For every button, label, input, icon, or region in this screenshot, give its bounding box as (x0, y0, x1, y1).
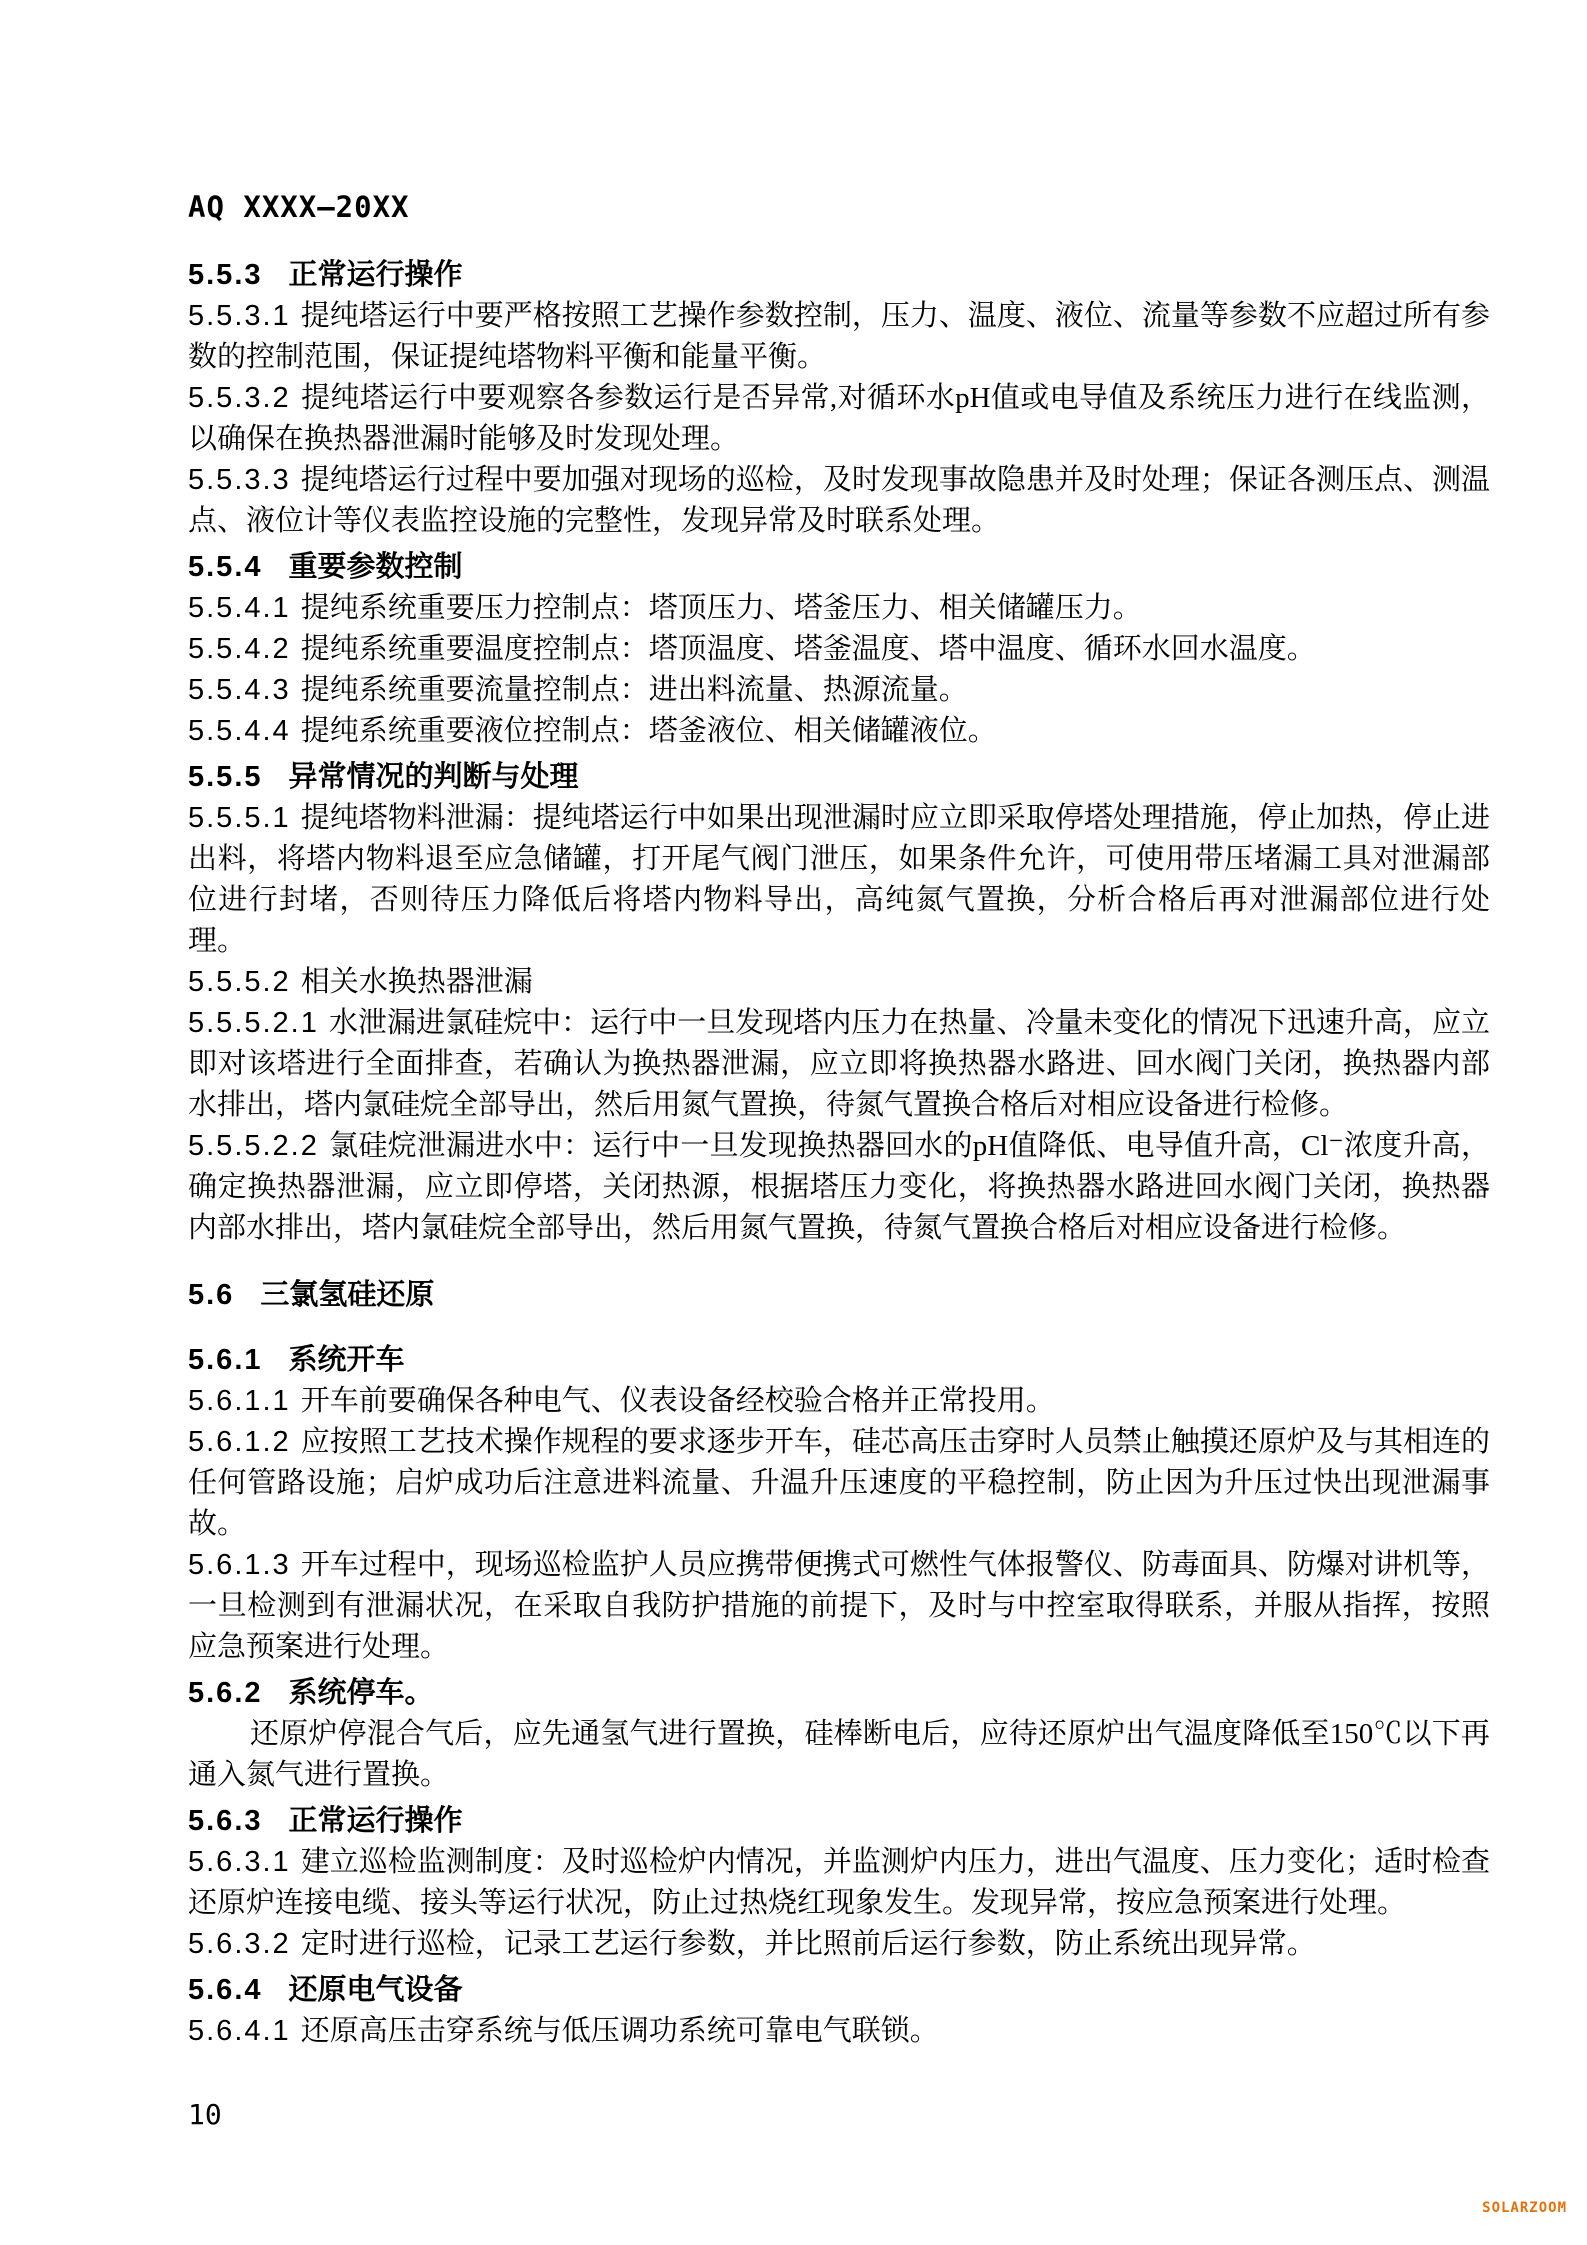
clause-paragraph (188, 378, 1490, 460)
clause-text: 正常运行操作 (288, 259, 463, 291)
clause-text: 氯硅烷泄漏进水中：运行中一旦发现换热器回水的pH值降低、电导值升高，Cl⁻浓度升高，确定换热器泄漏，应立即停塔，关闭热源，根据塔压力变化，将换热器水路进回水阀门关闭，换热器内部水排出，塔内氯硅烷全部导出，然后用氮气置换，待氮气置换合格后对相应设备进行检修。 (188, 1130, 1490, 1244)
clause-number: 5.5.3.2 (188, 382, 291, 414)
clause-paragraph (188, 1842, 1490, 1924)
clause-text: 提纯系统重要温度控制点：塔顶温度、塔釜温度、塔中温度、循环水回水温度。 (300, 633, 1316, 665)
clause-heading (188, 1275, 1490, 1316)
clause-number: 5.5.3.1 (188, 300, 291, 332)
watermark-solarzoom: SOLARZOOM (1482, 2200, 1567, 2216)
page-number: 10 (188, 2098, 222, 2131)
clause-heading (188, 1801, 1490, 1842)
clause-paragraph (188, 670, 1490, 711)
clause-heading (188, 255, 1490, 296)
clause-number: 5.5.5 (188, 761, 263, 793)
clause-paragraph (188, 296, 1490, 378)
clause-number: 5.5.3.3 (188, 464, 291, 496)
clause-number: 5.6.4 (188, 1974, 263, 2006)
clause-text: 相关水换热器泄漏 (300, 966, 533, 998)
clause-text: 提纯塔运行中要观察各参数运行是否异常,对循环水pH值或电导值及系统压力进行在线监测，以确保在换热器泄漏时能够及时发现处理。 (188, 382, 1490, 455)
clause-number: 5.5.5.2.1 (188, 1007, 319, 1039)
clause-paragraph (188, 1924, 1490, 1965)
clause-text: 还原高压击穿系统与低压调功系统可靠电气联锁。 (300, 2015, 939, 2047)
clause-text: 系统停车。 (288, 1677, 434, 1709)
clause-number: 5.6.3.2 (188, 1928, 291, 1960)
clause-number: 5.5.4.4 (188, 715, 291, 747)
clause-text: 三氯氢硅还原 (260, 1279, 435, 1311)
clause-paragraph (188, 2011, 1490, 2052)
clause-text: 提纯系统重要流量控制点：进出料流量、热源流量。 (300, 674, 968, 706)
clause-text: 定时进行巡检，记录工艺运行参数，并比照前后运行参数，防止系统出现异常。 (300, 1928, 1316, 1960)
clause-number: 5.6.1 (188, 1344, 263, 1376)
clause-number: 5.5.5.2.2 (188, 1130, 319, 1162)
clause-text: 还原电气设备 (288, 1974, 463, 2006)
clause-number: 5.6 (188, 1279, 235, 1311)
clause-paragraph (188, 1545, 1490, 1668)
clause-text: 提纯塔运行中要严格按照工艺操作参数控制，压力、温度、液位、流量等参数不应超过所有参数的控制范围，保证提纯塔物料平衡和能量平衡。 (188, 300, 1490, 373)
clause-number: 5.6.3 (188, 1805, 263, 1837)
clause-number: 5.6.4.1 (188, 2015, 291, 2047)
clause-text: 提纯系统重要液位控制点：塔釜液位、相关储罐液位。 (300, 715, 997, 747)
clause-paragraph (188, 460, 1490, 542)
clause-number: 5.5.3 (188, 259, 263, 291)
clause-heading (188, 757, 1490, 798)
clause-text: 提纯塔运行过程中要加强对现场的巡检，及时发现事故隐患并及时处理；保证各测压点、测温点、液位计等仪表监控设施的完整性，发现异常及时联系处理。 (188, 464, 1490, 537)
document-body (188, 250, 1490, 2052)
clause-heading (188, 1673, 1490, 1714)
clause-number: 5.6.3.1 (188, 1846, 291, 1878)
clause-number: 5.5.5.2 (188, 966, 291, 998)
clause-number: 5.5.5.1 (188, 802, 291, 834)
clause-paragraph (188, 798, 1490, 962)
clause-paragraph (188, 588, 1490, 629)
clause-paragraph (188, 1003, 1490, 1126)
clause-text: 提纯系统重要压力控制点：塔顶压力、塔釜压力、相关储罐压力。 (300, 592, 1142, 624)
clause-text: 重要参数控制 (288, 551, 463, 583)
clause-paragraph (188, 629, 1490, 670)
clause-text: 正常运行操作 (288, 1805, 463, 1837)
clause-heading (188, 547, 1490, 588)
clause-number: 5.5.4.1 (188, 592, 291, 624)
clause-number: 5.5.4 (188, 551, 263, 583)
clause-text: 建立巡检监测制度：及时巡检炉内情况，并监测炉内压力，进出气温度、压力变化；适时检查还原炉连接电缆、接头等运行状况，防止过热烧红现象发生。发现异常，按应急预案进行处理。 (188, 1846, 1490, 1919)
clause-text: 异常情况的判断与处理 (288, 761, 579, 793)
clause-text: 开车前要确保各种电气、仪表设备经校验合格并正常投用。 (300, 1385, 1055, 1417)
clause-text: 提纯塔物料泄漏：提纯塔运行中如果出现泄漏时应立即采取停塔处理措施，停止加热，停止进出料，将塔内物料退至应急储罐，打开尾气阀门泄压，如果条件允许，可使用带压堵漏工具对泄漏部位进行封堵，否则待压力降低后将塔内物料导出，高纯氮气置换，分析合格后再对泄漏部位进行处理。 (188, 802, 1490, 957)
clause-text: 开车过程中，现场巡检监护人员应携带便携式可燃性气体报警仪、防毒面具、防爆对讲机等，一旦检测到有泄漏状况，在采取自我防护措施的前提下，及时与中控室取得联系，并服从指挥，按照应急预案进行处理。 (188, 1549, 1490, 1663)
clause-number: 5.6.2 (188, 1677, 263, 1709)
clause-number: 5.6.1.2 (188, 1426, 291, 1458)
clause-paragraph (188, 1714, 1490, 1796)
standard-number: AQ XXXX—20XX (188, 190, 410, 224)
clause-number: 5.5.4.3 (188, 674, 291, 706)
clause-paragraph (188, 711, 1490, 752)
clause-paragraph (188, 962, 1490, 1003)
clause-paragraph (188, 1381, 1490, 1422)
clause-number: 5.6.1.1 (188, 1385, 291, 1417)
clause-heading (188, 1340, 1490, 1381)
clause-paragraph (188, 1422, 1490, 1545)
clause-text: 系统开车 (288, 1344, 405, 1376)
clause-number: 5.6.1.3 (188, 1549, 291, 1581)
clause-text: 应按照工艺技术操作规程的要求逐步开车，硅芯高压击穿时人员禁止触摸还原炉及与其相连的任何管路设施；启炉成功后注意进料流量、升温升压速度的平稳控制，防止因为升压过快出现泄漏事故。 (188, 1426, 1490, 1540)
clause-paragraph (188, 1126, 1490, 1249)
clause-text: 还原炉停混合气后，应先通氢气进行置换，硅棒断电后，应待还原炉出气温度降低至150℃以下再通入氮气进行置换。 (188, 1718, 1490, 1791)
clause-heading (188, 1970, 1490, 2011)
clause-number: 5.5.4.2 (188, 633, 291, 665)
clause-text: 水泄漏进氯硅烷中：运行中一旦发现塔内压力在热量、冷量未变化的情况下迅速升高，应立即对该塔进行全面排查，若确认为换热器泄漏，应立即将换热器水路进、回水阀门关闭，换热器内部水排出，塔内氯硅烷全部导出，然后用氮气置换，待氮气置换合格后对相应设备进行检修。 (188, 1007, 1490, 1121)
